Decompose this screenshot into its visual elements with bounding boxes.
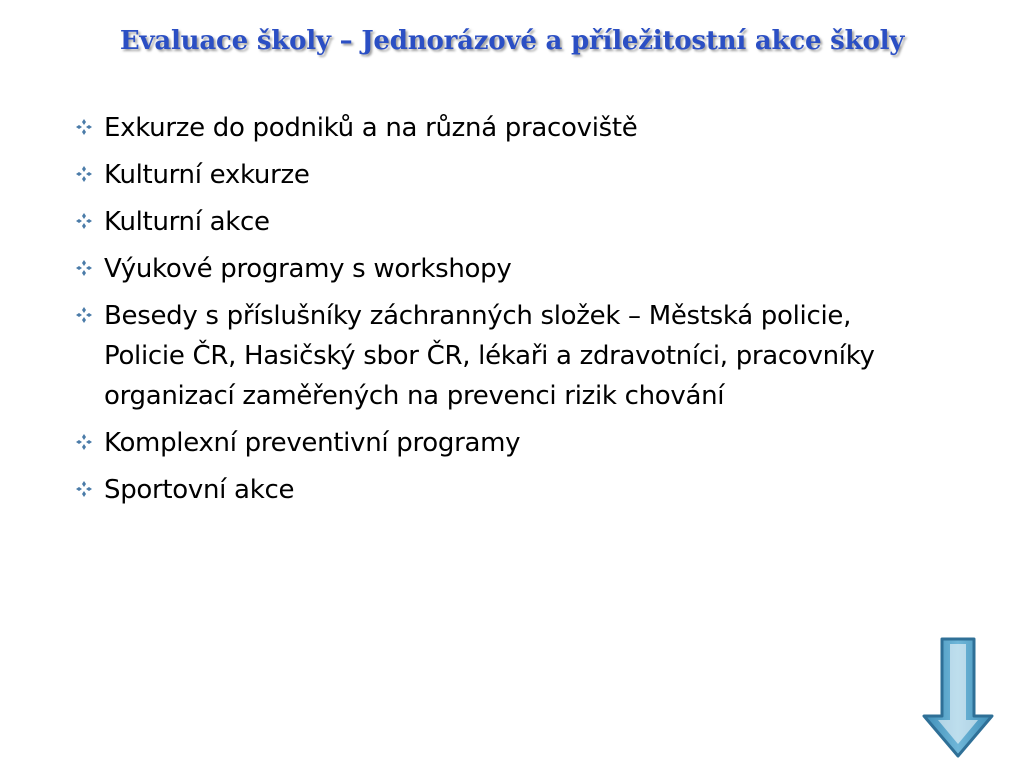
diamond-bullet-icon [76,119,92,135]
diamond-bullet-icon [76,166,92,182]
diamond-bullet-icon [76,481,92,497]
list-item [76,470,936,510]
diamond-bullet-icon [76,307,92,323]
bullet-list [76,108,936,517]
list-item-text: Kulturní exkurze [104,160,310,190]
list-item-text: Besedy s příslušníky záchranných složek – Městská policie, Policie ČR, Hasičský sbor ČR, lékaři a zdravotníci, pracovníky organizací zaměřených na prevenci rizik chování [104,301,875,411]
slide-title: Evaluace školy – Jednorázové a příležitostní akce školy [119,26,905,56]
list-item-text: Kulturní akce [104,207,270,237]
diamond-bullet-icon [76,260,92,276]
list-item [76,155,936,195]
list-item-text: Výukové programy s workshopy [104,254,512,284]
list-item [76,108,936,148]
diamond-bullet-icon [76,434,92,450]
list-item-text: Exkurze do podniků a na různá pracoviště [104,113,638,143]
list-item-text: Sportovní akce [104,475,295,505]
list-item [76,296,936,416]
arrow-down-icon[interactable] [920,636,996,760]
list-item [76,423,936,463]
list-item-text: Komplexní preventivní programy [104,428,521,458]
list-item [76,249,936,289]
list-item [76,202,936,242]
diamond-bullet-icon [76,213,92,229]
